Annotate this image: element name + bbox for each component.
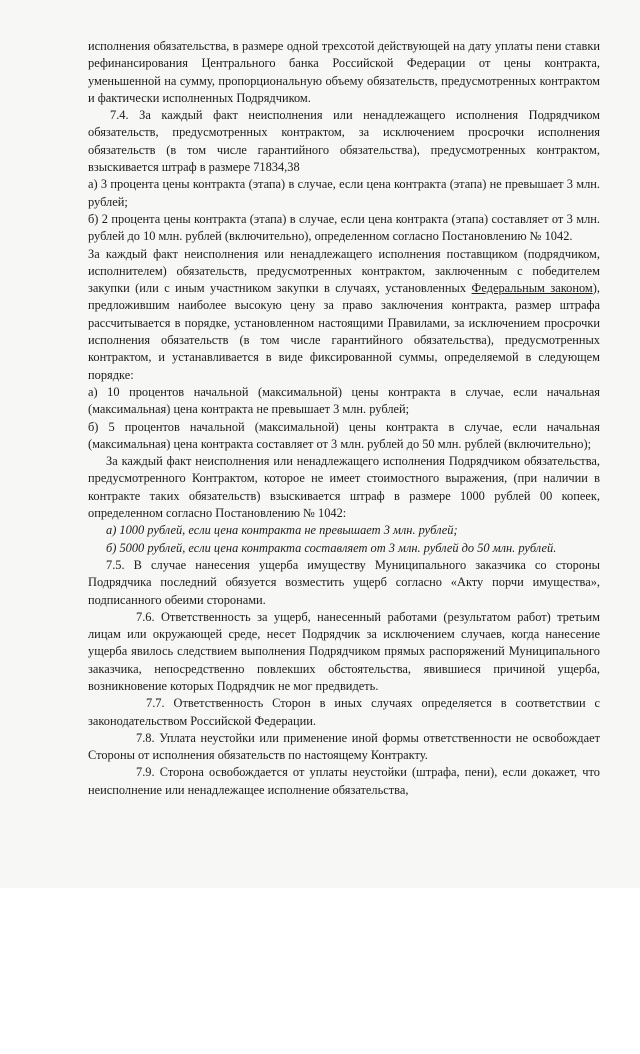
paragraph-fixed-fine [88,246,600,384]
federal-law-link[interactable]: Федеральным законом [471,281,593,296]
clause-7-9: 7.9. Сторона освобождается от уплаты неустойки (штрафа, пени), если докажет, что неисполнение или ненадлежащее исполнение обязательства, [88,765,600,797]
clause-7-4-item-a: а) 3 процента цены контракта (этапа) в случае, если цена контракта (этапа) не превышает 3 млн. рублей; [88,177,600,209]
paragraph-non-monetary-fine: За каждый факт неисполнения или ненадлежащего исполнения Подрядчиком обязательства, предусмотренного Контрактом, которое не имеет стоимостного выражения, (при наличии в контракте таких обязательств) взыскивается штраф в размере 1000 рублей 00 копеек, определенном согласно Постановлению № 1042: [88,454,600,521]
fixed-fine-item-b: б) 5 процентов начальной (максимальной) цены контракта в случае, если начальная (максимальная) цена контракта составляет от 3 млн. рублей до 50 млн. рублей (включительно); [88,419,600,451]
clause-7-4: 7.4. За каждый факт неисполнения или ненадлежащего исполнения Подрядчиком обязательств, предусмотренных контрактом, за исключением просрочки исполнения обязательств (в том числе гарантийного обязательства), предусмотренных контрактом, взыскивается штраф в размере 71834,38 [88,108,600,175]
clause-7-5: 7.5. В случае нанесения ущерба имуществу Муниципального заказчика со стороны Подрядчика последний обязуется возместить ущерб согласно «Акту порчи имущества», подписанного обеими сторонами. [88,557,600,607]
clause-7-8: 7.8. Уплата неустойки или применение иной формы ответственности не освобождает Стороны от исполнения обязательств по настоящему Контракту. [88,730,600,763]
paragraph-penalty-continuation: исполнения обязательства, в размере одной трехсотой действующей на дату уплаты пени ставки рефинансирования Центрального банка Российской Федерации от цены контракта, уменьшенной на сумму, пропорциональную объему обязательств, предусмотренных контрактом и фактически исполненных Подрядчиком. [88,39,600,105]
paragraph-fixed-fine-text-2: ), предложившим наиболее высокую цену за право заключения контракта, размер штрафа рассчитывается в порядке, установленном настоящими Правилами, за исключением просрочки исполнения обязательств (в том числе гарантийного обязательства), предусмотренных контрактом, и устанавливается в виде фиксированной суммы, определяемой в следующем порядке: [88,281,600,382]
non-monetary-fine-item-a: а) 1000 рублей, если цена контракта не превышает 3 млн. рублей; [106,523,458,538]
clause-7-6: 7.6. Ответственность за ущерб, нанесенный работами (результатом работ) третьим лицам или окружающей среде, несет Подрядчик за исключением случаев, когда нанесение ущерба явилось следствием выполнения Подрядчиком прямых распоряжений Муниципального заказчика, непосредственно повлекших обстоятельства, явившиеся причиной ущерба, возникновение которых Подрядчик не мог предвидеть. [88,609,600,693]
non-monetary-fine-item-b: б) 5000 рублей, если цена контракта составляет от 3 млн. рублей до 50 млн. рублей. [106,540,557,555]
clause-7-4-item-b: б) 2 процента цены контракта (этапа) в случае, если цена контракта (этапа) составляет от 3 млн. рублей до 10 млн. рублей (включительно), определенном согласно Постановлению № 1042. [88,211,600,244]
fixed-fine-item-a: а) 10 процентов начальной (максимальной) цены контракта в случае, если начальная (максимальная) цена контракта не превышает 3 млн. рублей; [88,384,600,417]
clause-7-7: 7.7. Ответственность Сторон в иных случаях определяется в соответствии с законодательством Российской Федерации. [88,696,600,728]
document-body [88,38,600,799]
paragraph-fixed-fine-text-1: За каждый факт неисполнения или ненадлежащего исполнения поставщиком (подрядчиком, исполнителем) обязательств, предусмотренных контрактом, заключенным с победителем закупки (или с иным участником закупки в случаях, установленных [88,246,600,296]
